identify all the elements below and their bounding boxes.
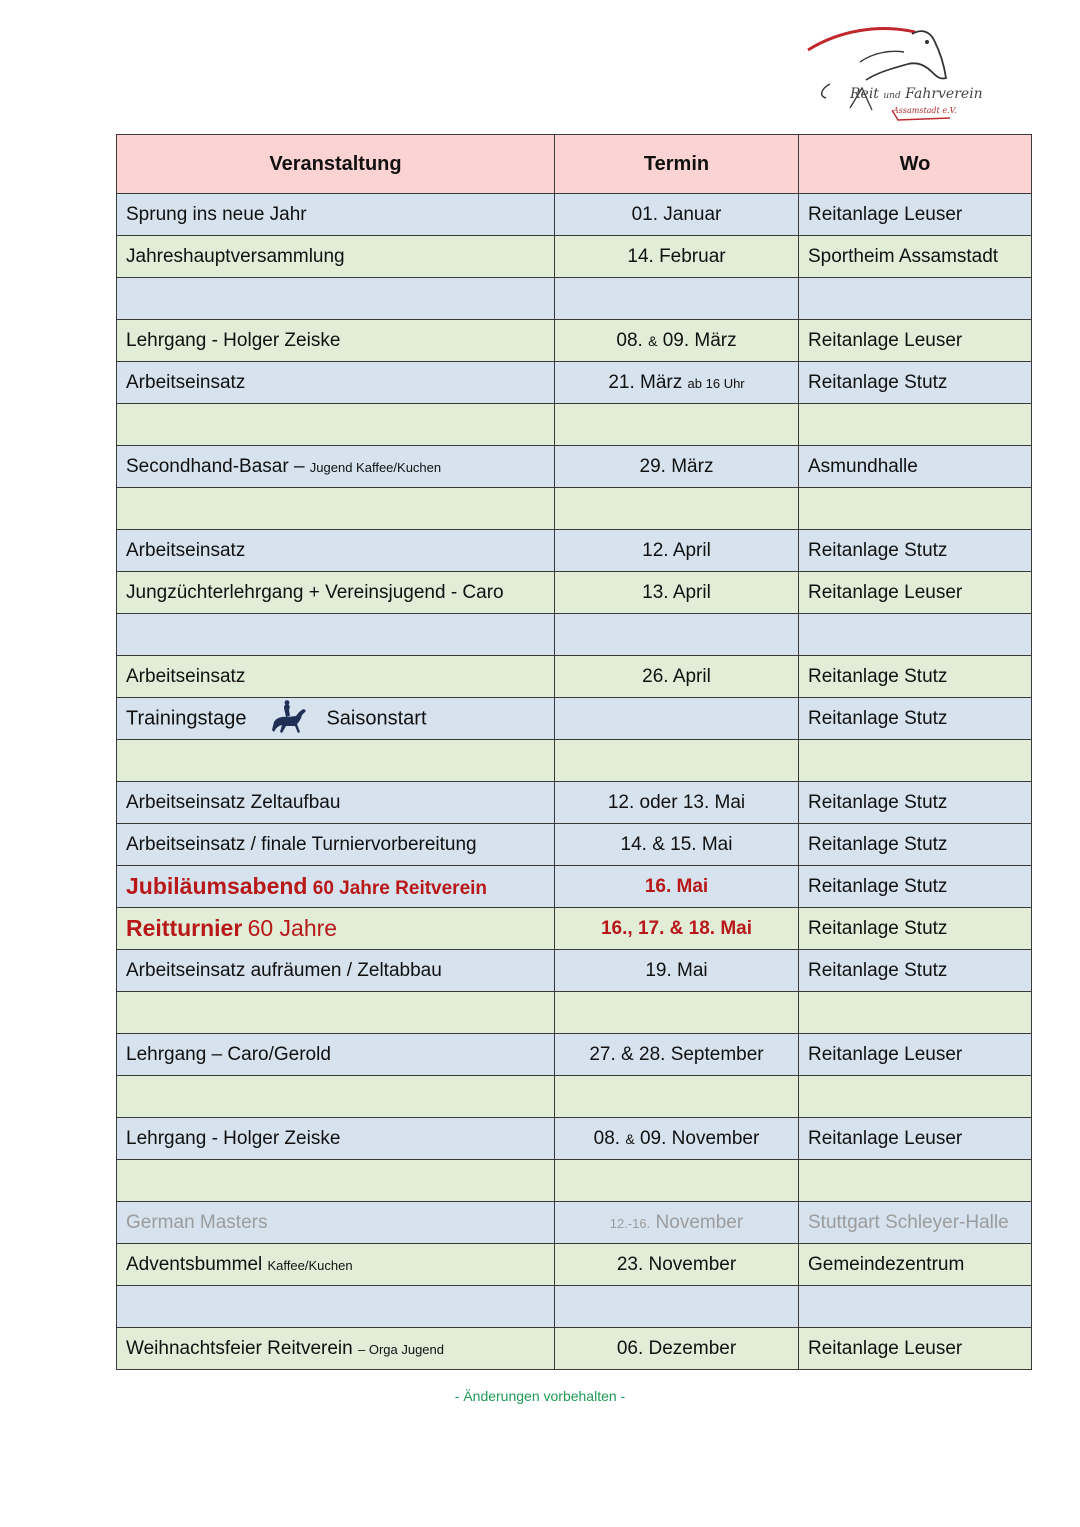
date-cell: 23. November: [555, 1244, 799, 1286]
event-cell: Jahreshauptversammlung: [117, 236, 555, 278]
location-cell: [799, 1160, 1032, 1202]
table-row: [117, 236, 1032, 278]
event-cell: [117, 278, 555, 320]
event-cell: Lehrgang – Caro/Gerold: [117, 1034, 555, 1076]
table-row-empty: [117, 1160, 1032, 1202]
logo-name: Reit und Fahrverein: [850, 86, 983, 102]
date-cell: 01. Januar: [555, 194, 799, 236]
location-cell: Reitanlage Stutz: [799, 698, 1032, 740]
date-cell: [555, 698, 799, 740]
location-cell: Reitanlage Leuser: [799, 194, 1032, 236]
table-row: [117, 530, 1032, 572]
date-cell: 13. April: [555, 572, 799, 614]
event-cell: Weihnachtsfeier Reitverein – Orga Jugend: [117, 1328, 555, 1370]
event-cell: Lehrgang - Holger Zeiske: [117, 320, 555, 362]
event-schedule-table: [116, 134, 1032, 1370]
date-cell: 21. März ab 16 Uhr: [555, 362, 799, 404]
club-logo: [800, 22, 983, 128]
table-row-empty: [117, 1286, 1032, 1328]
event-cell: [117, 1160, 555, 1202]
table-row: [117, 1118, 1032, 1160]
location-cell: [799, 740, 1032, 782]
table-row-empty: [117, 992, 1032, 1034]
event-cell: Trainingstage Saisonstart: [117, 698, 555, 740]
location-cell: Reitanlage Stutz: [799, 866, 1032, 908]
location-cell: [799, 278, 1032, 320]
date-cell: 14. Februar: [555, 236, 799, 278]
table-row-empty: [117, 488, 1032, 530]
date-cell: 08. & 09. März: [555, 320, 799, 362]
location-cell: Sportheim Assamstadt: [799, 236, 1032, 278]
date-cell: 29. März: [555, 446, 799, 488]
location-cell: Reitanlage Stutz: [799, 530, 1032, 572]
rider-on-horse-icon: [264, 700, 308, 738]
header-date: Termin: [555, 135, 799, 194]
location-cell: Reitanlage Stutz: [799, 824, 1032, 866]
event-cell: [117, 488, 555, 530]
table-row-empty: [117, 278, 1032, 320]
event-cell: Arbeitseinsatz / finale Turniervorbereitung: [117, 824, 555, 866]
date-cell: 14. & 15. Mai: [555, 824, 799, 866]
location-cell: Reitanlage Leuser: [799, 320, 1032, 362]
table-row: [117, 320, 1032, 362]
location-cell: Reitanlage Stutz: [799, 362, 1032, 404]
location-cell: Asmundhalle: [799, 446, 1032, 488]
event-cell: Arbeitseinsatz: [117, 362, 555, 404]
event-cell: Arbeitseinsatz: [117, 656, 555, 698]
date-cell: [555, 488, 799, 530]
date-cell: 19. Mai: [555, 950, 799, 992]
table-row: [117, 698, 1032, 740]
event-cell: [117, 992, 555, 1034]
date-cell: 16. Mai: [555, 866, 799, 908]
location-cell: Reitanlage Stutz: [799, 908, 1032, 950]
date-cell: [555, 1160, 799, 1202]
table-row: [117, 656, 1032, 698]
table-row: [117, 1244, 1032, 1286]
location-cell: Reitanlage Leuser: [799, 572, 1032, 614]
event-cell: Arbeitseinsatz: [117, 530, 555, 572]
table-row: [117, 1034, 1032, 1076]
table-row: [117, 362, 1032, 404]
table-row-highlight: [117, 908, 1032, 950]
event-cell: Arbeitseinsatz aufräumen / Zeltabbau: [117, 950, 555, 992]
location-cell: [799, 614, 1032, 656]
event-cell: Lehrgang - Holger Zeiske: [117, 1118, 555, 1160]
date-cell: [555, 1076, 799, 1118]
date-cell: 27. & 28. September: [555, 1034, 799, 1076]
logo-location: Assamstadt e.V.: [893, 106, 957, 115]
event-cell: Jubiläumsabend 60 Jahre Reitverein: [117, 866, 555, 908]
location-cell: Reitanlage Leuser: [799, 1328, 1032, 1370]
date-cell: 12.-16. November: [555, 1202, 799, 1244]
location-cell: Reitanlage Leuser: [799, 1118, 1032, 1160]
table-row: [117, 194, 1032, 236]
table-row-empty: [117, 614, 1032, 656]
location-cell: Reitanlage Leuser: [799, 1034, 1032, 1076]
table-row: [117, 1202, 1032, 1244]
date-cell: 06. Dezember: [555, 1328, 799, 1370]
disclaimer-note: - Änderungen vorbehalten -: [454, 1388, 626, 1404]
table-row-highlight: [117, 866, 1032, 908]
event-cell: Sprung ins neue Jahr: [117, 194, 555, 236]
location-cell: [799, 992, 1032, 1034]
date-cell: [555, 404, 799, 446]
table-row-empty: [117, 404, 1032, 446]
location-cell: Reitanlage Stutz: [799, 782, 1032, 824]
location-cell: Reitanlage Stutz: [799, 950, 1032, 992]
table-row: [117, 446, 1032, 488]
date-cell: [555, 614, 799, 656]
table-row: [117, 824, 1032, 866]
event-cell: [117, 1076, 555, 1118]
event-cell: [117, 404, 555, 446]
event-cell: Jungzüchterlehrgang + Vereinsjugend - Caro: [117, 572, 555, 614]
date-cell: [555, 740, 799, 782]
location-cell: [799, 1076, 1032, 1118]
event-cell: Arbeitseinsatz Zeltaufbau: [117, 782, 555, 824]
location-cell: [799, 1286, 1032, 1328]
table-header-row: [117, 135, 1032, 194]
event-cell: [117, 740, 555, 782]
table-row: [117, 782, 1032, 824]
date-cell: 12. April: [555, 530, 799, 572]
header-location: Wo: [799, 135, 1032, 194]
date-cell: [555, 278, 799, 320]
location-cell: Reitanlage Stutz: [799, 656, 1032, 698]
table-row: [117, 950, 1032, 992]
event-cell: Reitturnier 60 Jahre: [117, 908, 555, 950]
event-cell: [117, 614, 555, 656]
location-cell: [799, 488, 1032, 530]
date-cell: 12. oder 13. Mai: [555, 782, 799, 824]
location-cell: Stuttgart Schleyer-Halle: [799, 1202, 1032, 1244]
date-cell: 16., 17. & 18. Mai: [555, 908, 799, 950]
date-cell: 08. & 09. November: [555, 1118, 799, 1160]
table-row: [117, 572, 1032, 614]
location-cell: [799, 404, 1032, 446]
table-row: [117, 1328, 1032, 1370]
date-cell: [555, 1286, 799, 1328]
location-cell: Gemeindezentrum: [799, 1244, 1032, 1286]
table-row-empty: [117, 740, 1032, 782]
event-cell: [117, 1286, 555, 1328]
date-cell: 26. April: [555, 656, 799, 698]
table-row-empty: [117, 1076, 1032, 1118]
date-cell: [555, 992, 799, 1034]
header-event: Veranstaltung: [117, 135, 555, 194]
event-cell: Adventsbummel Kaffee/Kuchen: [117, 1244, 555, 1286]
event-cell: German Masters: [117, 1202, 555, 1244]
event-cell: Secondhand-Basar – Jugend Kaffee/Kuchen: [117, 446, 555, 488]
